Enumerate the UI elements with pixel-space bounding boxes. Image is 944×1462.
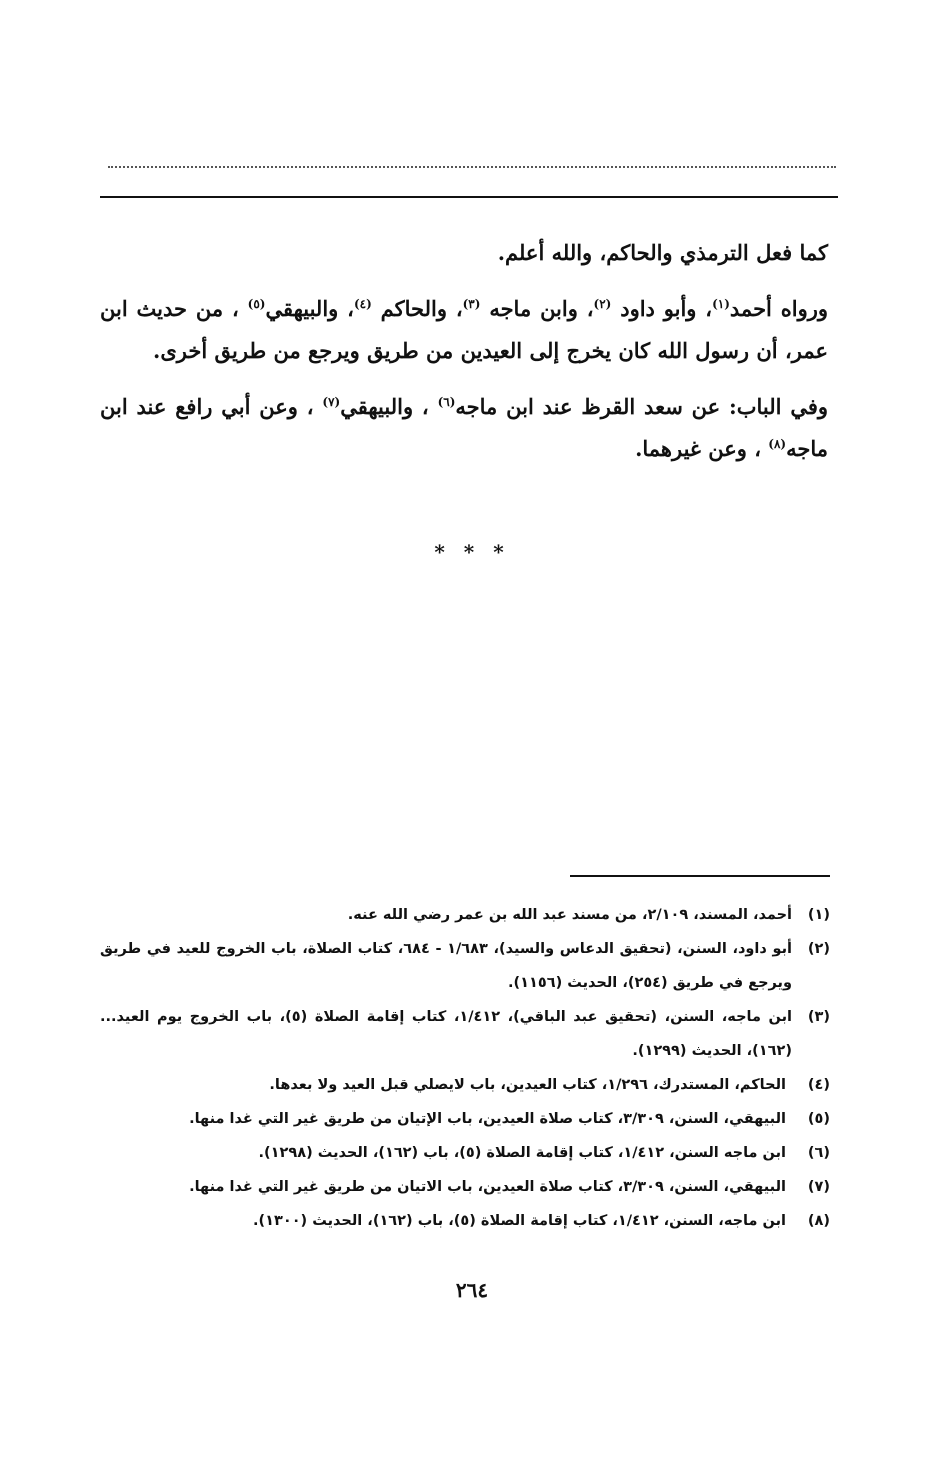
header-rule [100, 196, 838, 198]
main-text [100, 232, 828, 484]
footnote-number: (٣) [807, 1009, 830, 1025]
paragraph-3 [100, 386, 828, 470]
text-span: ، وعن أبي رافع عند ابن ماجه [100, 394, 828, 461]
text-span: ، والحاكم [380, 296, 463, 321]
footnote-text: ابن ماجه، السنن، ١/٤١٢، كتاب إقامة الصلاة (٥)، باب (١٦٢)، الحديث (١٣٠٠). [253, 1213, 786, 1229]
footnote-text: أبو داود، السنن، (تحقيق الدعاس والسيد)، ١/٦٨٣ - ٦٨٤، كتاب الصلاة، باب الخروج للعيد في طريق ويرجع في طريق (٢٥٤)، الحديث (١١٥٦). [100, 941, 792, 991]
footnote-ref-5[interactable]: (٥) [247, 297, 266, 311]
footnote-item [100, 898, 830, 932]
text-span: ، وعن غيرهما. [635, 436, 761, 461]
footnote-ref-6[interactable]: (٦) [437, 395, 456, 409]
footnote-item [100, 1102, 830, 1136]
footnote-number: (٨) [807, 1213, 830, 1229]
footnote-item [100, 1068, 830, 1102]
footnote-item [100, 1136, 830, 1170]
text-span: ورواه أحمد [729, 296, 829, 321]
footnote-ref-1[interactable]: (١) [712, 297, 730, 311]
section-separator: * * * [434, 540, 510, 564]
footnote-number: (٢) [807, 941, 830, 957]
footnote-ref-2[interactable]: (٢) [593, 297, 612, 311]
page-number: ٢٦٤ [455, 1278, 489, 1302]
text-span: ، وأبو داود [620, 296, 713, 321]
footnote-ref-4[interactable]: (٤) [353, 297, 372, 311]
footnote-item [100, 932, 830, 1000]
footnote-number: (١) [807, 907, 830, 923]
text-span: ، من حديث ابن عمر، أن رسول الله كان يخرج إلى العيدين من طريق ويرجع من طريق أخرى. [100, 296, 828, 363]
footnote-text: البيهقي، السنن، ٣/٣٠٩، كتاب صلاة العيدين، باب الاتيان من طريق غير التي غدا منها. [189, 1179, 786, 1195]
footnote-rule [570, 875, 830, 877]
footnote-text: ابن ماجه، السنن، (تحقيق عبد الباقي)، ١/٤١٢، كتاب إقامة الصلاة (٥)، باب الخروج يوم العيد... (١٦٢)، الحديث (١٢٩٩). [100, 1009, 793, 1059]
footnote-item [100, 1204, 830, 1238]
text-span: ، وابن ماجه [489, 296, 594, 321]
footnotes [100, 898, 830, 1238]
footnote-text: ابن ماجه السنن، ١/٤١٢، كتاب إقامة الصلاة (٥)، باب (١٦٢)، الحديث (١٢٩٨). [258, 1145, 786, 1161]
footnote-number: (٥) [807, 1111, 830, 1127]
footnote-text: الحاكم، المستدرك، ١/٢٩٦، كتاب العيدين، باب لايصلي قبل العيد ولا بعدها. [269, 1077, 786, 1093]
footnote-item [100, 1000, 830, 1068]
text-span: وفي الباب: عن سعد القرظ عند ابن ماجه [455, 394, 829, 419]
footnote-number: (٧) [807, 1179, 830, 1195]
text-span: ، والبيهقي [340, 394, 429, 419]
footnote-number: (٤) [807, 1077, 830, 1093]
footnote-ref-8[interactable]: (٨) [768, 437, 787, 451]
footnote-ref-3[interactable]: (٣) [462, 297, 481, 311]
footnote-item [100, 1170, 830, 1204]
footnote-number: (٦) [807, 1145, 830, 1161]
footnote-text: أحمد، المسند، ٢/١٠٩، من مسند عبد الله بن عمر رضي الله عنه. [347, 907, 792, 923]
paragraph-1: كما فعل الترمذي والحاكم، والله أعلم. [497, 240, 828, 265]
text-span: ، والبيهقي [265, 296, 354, 321]
footnote-ref-7[interactable]: (٧) [322, 395, 341, 409]
dotted-divider [108, 166, 836, 168]
paragraph-2 [100, 288, 828, 372]
footnote-text: البيهقي، السنن، ٣/٣٠٩، كتاب صلاة العيدين، باب الإتيان من طريق غير التي غدا منها. [189, 1111, 786, 1127]
